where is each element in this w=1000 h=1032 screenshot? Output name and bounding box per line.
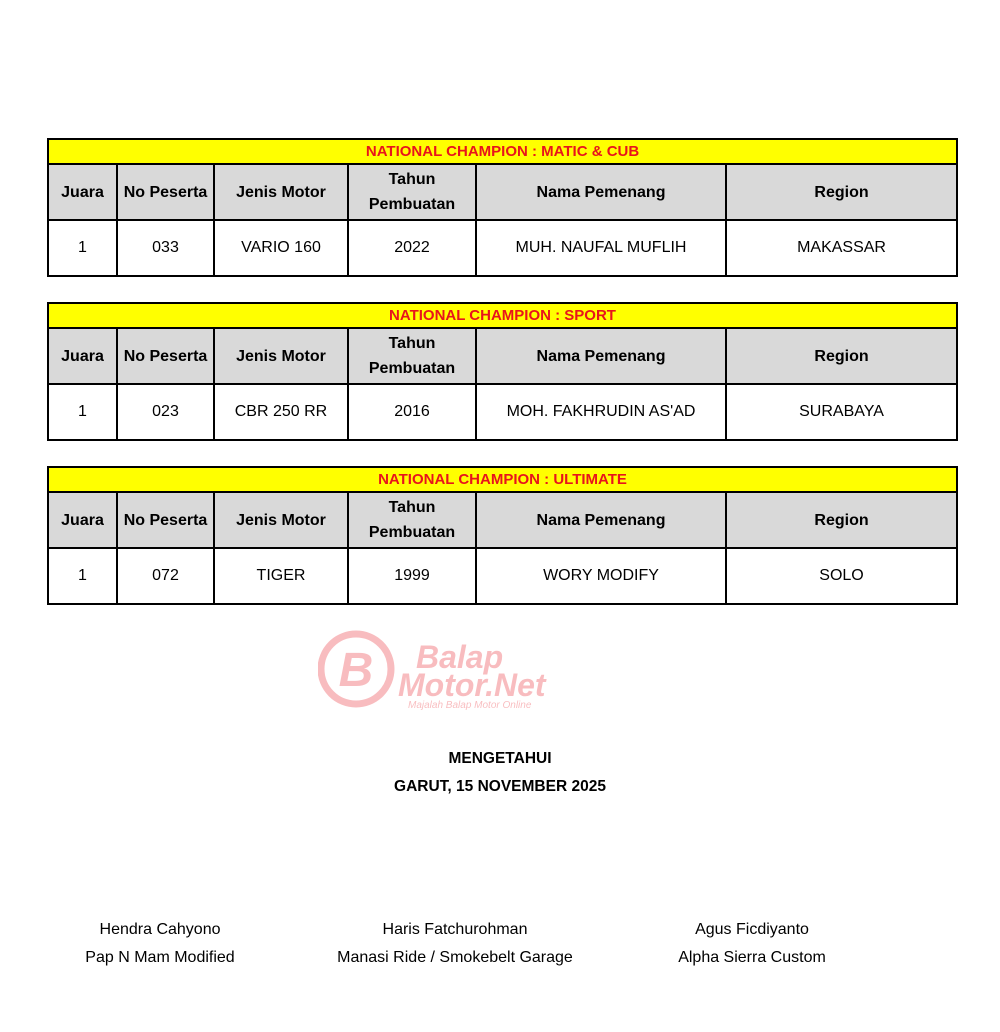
cell-no-peserta: 033 <box>117 220 214 276</box>
col-header-region: Region <box>726 164 957 220</box>
cell-no-peserta: 023 <box>117 384 214 440</box>
col-header-jenis-motor: Jenis Motor <box>214 328 348 384</box>
cell-tahun: 2016 <box>348 384 476 440</box>
cell-jenis-motor: VARIO 160 <box>214 220 348 276</box>
cell-tahun: 2022 <box>348 220 476 276</box>
cell-tahun: 1999 <box>348 548 476 604</box>
table-title: NATIONAL CHAMPION : MATIC & CUB <box>48 139 957 164</box>
col-header-region: Region <box>726 328 957 384</box>
col-header-no-peserta: No Peserta <box>117 492 214 548</box>
results-table-sport <box>47 302 958 441</box>
signer-organization: Manasi Ride / Smokebelt Garage <box>337 949 573 966</box>
signer-block <box>305 916 605 972</box>
cell-juara: 1 <box>48 384 117 440</box>
col-header-tahun-pembuatan: Tahun Pembuatan <box>348 328 476 384</box>
col-header-nama-pemenang: Nama Pemenang <box>476 492 726 548</box>
col-header-nama-pemenang: Nama Pemenang <box>476 164 726 220</box>
table-title: NATIONAL CHAMPION : SPORT <box>48 303 957 328</box>
results-table-ultimate <box>47 466 958 605</box>
col-header-juara: Juara <box>48 164 117 220</box>
col-header-region: Region <box>726 492 957 548</box>
col-header-jenis-motor: Jenis Motor <box>214 492 348 548</box>
cell-juara: 1 <box>48 220 117 276</box>
cell-jenis-motor: CBR 250 RR <box>214 384 348 440</box>
logo-tagline: Majalah Balap Motor Online <box>408 700 532 710</box>
approval-label: MENGETAHUI <box>448 750 552 767</box>
results-table-matic-cub <box>47 138 958 277</box>
signer-block <box>652 916 852 972</box>
cell-nama-pemenang: WORY MODIFY <box>476 548 726 604</box>
cell-region: MAKASSAR <box>726 220 957 276</box>
col-header-juara: Juara <box>48 328 117 384</box>
col-header-nama-pemenang: Nama Pemenang <box>476 328 726 384</box>
cell-region: SOLO <box>726 548 957 604</box>
table-row <box>48 384 957 440</box>
cell-nama-pemenang: MUH. NAUFAL MUFLIH <box>476 220 726 276</box>
logo-brand-line1: Balap <box>416 639 504 675</box>
signer-name: Hendra Cahyono <box>99 921 221 938</box>
cell-region: SURABAYA <box>726 384 957 440</box>
table-row <box>48 220 957 276</box>
signer-organization: Alpha Sierra Custom <box>678 949 826 966</box>
col-header-jenis-motor: Jenis Motor <box>214 164 348 220</box>
cell-no-peserta: 072 <box>117 548 214 604</box>
cell-juara: 1 <box>48 548 117 604</box>
col-header-tahun-pembuatan: Tahun Pembuatan <box>348 492 476 548</box>
table-row <box>48 548 957 604</box>
signer-name: Agus Ficdiyanto <box>695 921 809 938</box>
approval-place-date: GARUT, 15 NOVEMBER 2025 <box>394 778 606 795</box>
logo-letter-b: B <box>338 644 374 697</box>
signer-organization: Pap N Mam Modified <box>85 949 235 966</box>
col-header-tahun-pembuatan: Tahun Pembuatan <box>348 164 476 220</box>
col-header-no-peserta: No Peserta <box>117 328 214 384</box>
col-header-no-peserta: No Peserta <box>117 164 214 220</box>
cell-nama-pemenang: MOH. FAKHRUDIN AS'AD <box>476 384 726 440</box>
table-title: NATIONAL CHAMPION : ULTIMATE <box>48 467 957 492</box>
signer-block <box>60 916 260 972</box>
cell-jenis-motor: TIGER <box>214 548 348 604</box>
balapmotor-watermark-logo <box>318 628 618 710</box>
col-header-juara: Juara <box>48 492 117 548</box>
logo-brand-line2: Motor.Net <box>398 667 546 703</box>
signer-name: Haris Fatchurohman <box>382 921 528 938</box>
